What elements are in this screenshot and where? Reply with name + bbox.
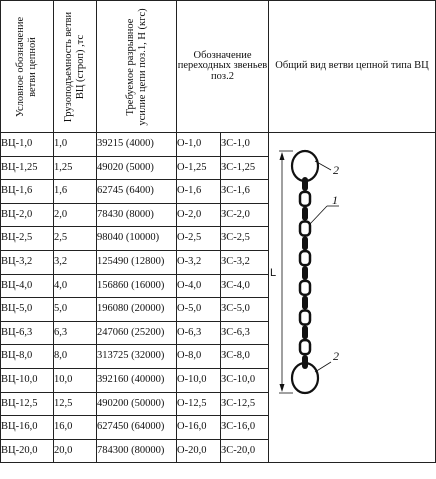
callout-bottom: 2 — [333, 348, 340, 363]
cell-force: 125490 (12800) — [97, 250, 177, 274]
cell-o: О-4,0 — [177, 274, 221, 298]
cell-force: 196080 (20000) — [97, 298, 177, 322]
header-force — [97, 1, 177, 133]
length-label: L — [270, 266, 277, 279]
cell-force: 784300 (80000) — [97, 439, 177, 463]
cell-designation: ВЦ-4,0 — [1, 274, 54, 298]
cell-designation: ВЦ-16,0 — [1, 416, 54, 440]
header-general-view: Общий вид ветви цепной типа ВЦ — [269, 1, 436, 133]
cell-zs: ЗС-8,0 — [221, 345, 269, 369]
cell-designation: ВЦ-3,2 — [1, 250, 54, 274]
cell-o: О-1,25 — [177, 156, 221, 180]
leader-chain — [310, 206, 327, 224]
chain-link — [302, 206, 308, 220]
chain-link — [300, 191, 310, 205]
cell-zs: ЗС-16,0 — [221, 416, 269, 440]
cell-zs: ЗС-1,25 — [221, 156, 269, 180]
cell-zs: ЗС-2,5 — [221, 227, 269, 251]
callout-top: 2 — [333, 162, 340, 177]
cell-capacity: 6,3 — [54, 321, 97, 345]
cell-force: 392160 (40000) — [97, 368, 177, 392]
cell-capacity: 4,0 — [54, 274, 97, 298]
dimension-arrow-bottom — [280, 384, 285, 392]
cell-capacity: 1,0 — [54, 133, 97, 157]
cell-designation: ВЦ-1,25 — [1, 156, 54, 180]
cell-designation: ВЦ-10,0 — [1, 368, 54, 392]
cell-capacity: 10,0 — [54, 368, 97, 392]
cell-zs: ЗС-2,0 — [221, 203, 269, 227]
header-capacity — [54, 1, 97, 133]
chain-link — [300, 280, 310, 294]
cell-o: О-16,0 — [177, 416, 221, 440]
cell-force: 156860 (16000) — [97, 274, 177, 298]
cell-force: 313725 (32000) — [97, 345, 177, 369]
cell-force: 62745 (6400) — [97, 180, 177, 204]
cell-o: О-5,0 — [177, 298, 221, 322]
cell-o: О-1,0 — [177, 133, 221, 157]
cell-o: О-10,0 — [177, 368, 221, 392]
chain-link — [300, 310, 310, 324]
cell-designation: ВЦ-2,5 — [1, 227, 54, 251]
cell-capacity: 12,5 — [54, 392, 97, 416]
cell-force: 627450 (64000) — [97, 416, 177, 440]
cell-designation: ВЦ-6,3 — [1, 321, 54, 345]
chain-link — [302, 266, 308, 280]
callout-chain: 1 — [332, 192, 339, 207]
cell-zs: ЗС-6,3 — [221, 321, 269, 345]
header-capacity-text: Грузоподъемность ветви ВЦ (строп) ,тс — [63, 11, 86, 122]
cell-zs: ЗС-4,0 — [221, 274, 269, 298]
top-master-link — [292, 151, 318, 181]
chain-branch-drawing — [269, 140, 435, 456]
cell-designation: ВЦ-12,5 — [1, 392, 54, 416]
cell-capacity: 1,25 — [54, 156, 97, 180]
cell-capacity: 2,0 — [54, 203, 97, 227]
cell-force: 490200 (50000) — [97, 392, 177, 416]
cell-designation: ВЦ-20,0 — [1, 439, 54, 463]
cell-zs: ЗС-1,6 — [221, 180, 269, 204]
cell-zs: ЗС-12,5 — [221, 392, 269, 416]
cell-capacity: 3,2 — [54, 250, 97, 274]
table-row — [1, 133, 436, 157]
cell-zs: ЗС-20,0 — [221, 439, 269, 463]
chain-link — [302, 295, 308, 309]
cell-designation: ВЦ-1,0 — [1, 133, 54, 157]
cell-capacity: 5,0 — [54, 298, 97, 322]
cell-designation: ВЦ-8,0 — [1, 345, 54, 369]
cell-o: О-2,0 — [177, 203, 221, 227]
chain-drawing-cell — [269, 133, 436, 463]
cell-o: О-2,5 — [177, 227, 221, 251]
cell-o: О-6,3 — [177, 321, 221, 345]
chain-link — [302, 325, 308, 339]
cell-designation: ВЦ-2,0 — [1, 203, 54, 227]
cell-o: О-8,0 — [177, 345, 221, 369]
cell-capacity: 8,0 — [54, 345, 97, 369]
cell-force: 98040 (10000) — [97, 227, 177, 251]
cell-zs: ЗС-10,0 — [221, 368, 269, 392]
cell-capacity: 1,6 — [54, 180, 97, 204]
cell-zs: ЗС-1,0 — [221, 133, 269, 157]
cell-force: 247060 (25200) — [97, 321, 177, 345]
chain-link — [300, 251, 310, 265]
table-body — [1, 133, 436, 463]
cell-o: О-1,6 — [177, 180, 221, 204]
header-adapters: Обозначение переходных звеньев поз.2 — [177, 1, 269, 133]
cell-capacity: 2,5 — [54, 227, 97, 251]
cell-o: О-3,2 — [177, 250, 221, 274]
chain-link — [302, 177, 308, 191]
header-designation-text: Условное обозначение ветви цепной — [15, 16, 38, 117]
cell-zs: ЗС-5,0 — [221, 298, 269, 322]
cell-o: О-20,0 — [177, 439, 221, 463]
cell-designation: ВЦ-5,0 — [1, 298, 54, 322]
leader-bottom — [315, 362, 331, 372]
chain-link — [300, 221, 310, 235]
cell-zs: ЗС-3,2 — [221, 250, 269, 274]
chain-link — [300, 340, 310, 354]
dimension-arrow-top — [280, 152, 285, 160]
cell-designation: ВЦ-1,6 — [1, 180, 54, 204]
cell-force: 49020 (5000) — [97, 156, 177, 180]
chain-link — [302, 236, 308, 250]
cell-capacity: 16,0 — [54, 416, 97, 440]
cell-force: 39215 (4000) — [97, 133, 177, 157]
chain-link — [302, 355, 308, 369]
cell-capacity: 20,0 — [54, 439, 97, 463]
header-designation — [1, 1, 54, 133]
header-force-text: Требуемое разрывное усилие цепи поз.1, Н (кгс) — [124, 7, 148, 126]
cell-o: О-12,5 — [177, 392, 221, 416]
cell-force: 78430 (8000) — [97, 203, 177, 227]
